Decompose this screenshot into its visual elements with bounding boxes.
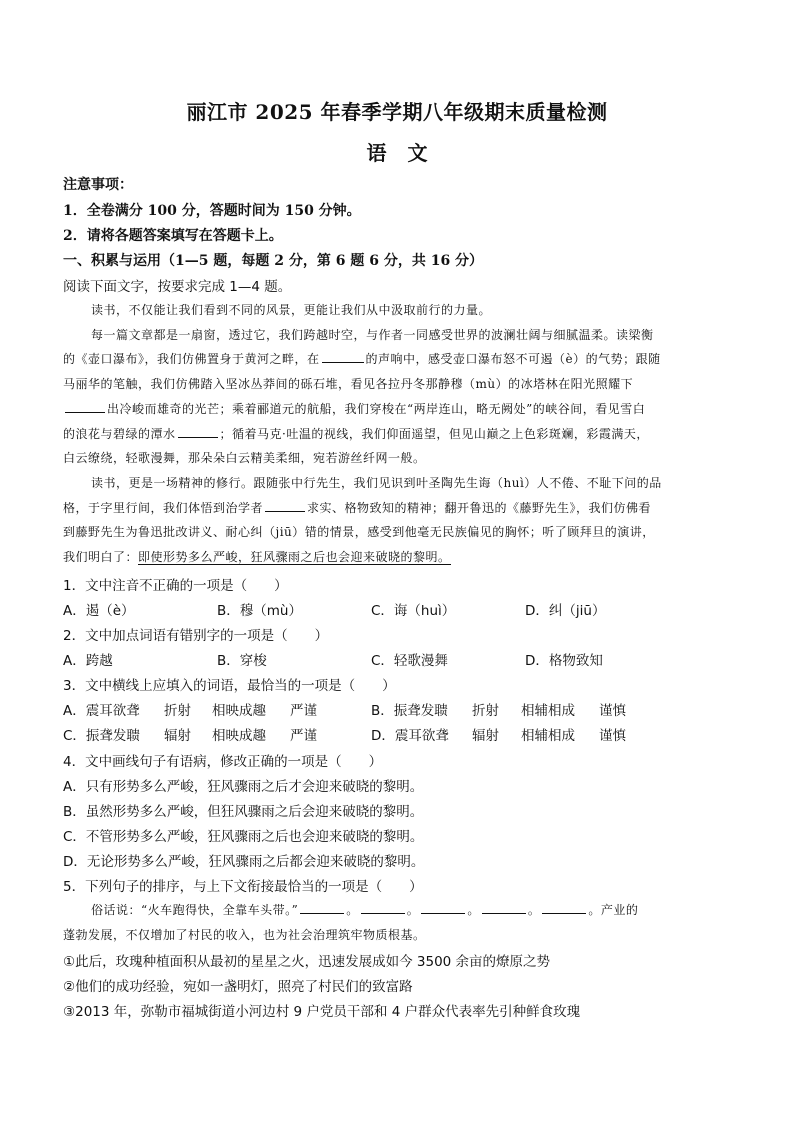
section1-instruction: 阅读下面文字，按要求完成 1—4 题。: [63, 279, 292, 295]
passage-text: ；循着马克·吐温的视线，我们仰面遥望，但见山巅之上色彩斑斓，彩霞满天，: [219, 427, 649, 441]
passage-text: 的声响中，感受壶口瀑布怒不可遏（è）的气势；跟随: [365, 352, 661, 366]
q3-option-a-word: 严谨: [290, 703, 317, 719]
q5-context-line2: 蓬勃发展，不仅增加了村民的收入，也为社会治理筑牢物质根基。: [63, 928, 426, 942]
q2-option-c: C．轻歌漫舞: [371, 653, 448, 669]
q3-option-a-word: 相映成趣: [212, 703, 266, 719]
q5-context-start: 俗话说：“火车跑得快，全靠车头带。”: [91, 903, 299, 917]
question-1-stem: 1．文中注音不正确的一项是（ ）: [63, 578, 288, 594]
q5-blank-5: [542, 901, 586, 914]
q4-option-c: C．不管形势多么严峻，狂风骤雨之后也会迎来破晓的黎明。: [63, 829, 424, 845]
fill-blank-2: [65, 400, 105, 413]
exam-title: 丽江市 2025 年春季学期八年级期末质量检测: [186, 100, 608, 124]
q3-option-b-word: 折射: [472, 703, 499, 719]
passage-line: 白云缭绕，轻歌漫舞，那朵朵白云精美柔细，宛若游丝纤网一般。: [63, 451, 426, 465]
q3-option-c-word: 辐射: [164, 728, 191, 744]
q3-option-a-word: 折射: [164, 703, 191, 719]
punct: 。: [527, 903, 541, 917]
passage-line: 读书，更是一场精神的修行。跟随张中行先生，我们见识到叶圣陶先生诲（huì）人不倦、不耻下问的品: [91, 476, 662, 490]
q2-option-b: B．穿梭: [217, 653, 267, 669]
q3-option-b-word: 相辅相成: [521, 703, 575, 719]
punct: 。: [467, 903, 480, 917]
q1-option-a: A．遏（è）: [63, 603, 135, 619]
passage-text: 求实、格物致知的精神；翻开鲁迅的《藤野先生》，我们仿佛看: [307, 501, 652, 515]
passage-text: 的《壶口瀑布》，我们仿佛置身于黄河之畔，在: [63, 352, 320, 366]
question-5-stem: 5．下列句子的排序，与上下文衔接最恰当的一项是（ ）: [63, 879, 423, 895]
q1-option-d: D．纠（jiū）: [525, 603, 606, 619]
q5-blank-4: [482, 901, 526, 914]
q5-context-end: 。产业的: [588, 903, 639, 917]
punct: 。: [406, 903, 420, 917]
question-2-stem: 2．文中加点词语有错别字的一项是（ ）: [63, 628, 329, 644]
q1-option-b: B．穆（mù）: [217, 603, 302, 619]
q5-sentence-3: ③2013 年，弥勒市福城街道小河边村 9 户党员干部和 4 户群众代表率先引种鲜食玫瑰: [63, 1004, 581, 1020]
q5-sentence-1: ①此后，玫瑰种植面积从最初的星星之火，迅速发展成如今 3500 余亩的燎原之势: [63, 954, 551, 970]
q3-option-b: B．振聋发聩: [371, 703, 448, 719]
q2-option-a: A．跨越: [63, 653, 113, 669]
q3-option-c-word: 相映成趣: [212, 728, 266, 744]
q5-blank-1: [300, 901, 344, 914]
q3-option-b-word: 谨慎: [599, 703, 626, 719]
q3-option-d-word: 辐射: [472, 728, 499, 744]
passage-text: 格，于字里行间，我们体悟到治学者: [63, 501, 264, 515]
note-item-1: 1．全卷满分 100 分，答题时间为 150 分钟。: [63, 203, 361, 219]
q4-option-d: D．无论形势多么严峻，狂风骤雨之后都会迎来破晓的黎明。: [63, 854, 425, 870]
question-4-stem: 4．文中画线句子有语病，修改正确的一项是（ ）: [63, 754, 383, 770]
passage-line: [63, 350, 661, 367]
fill-blank-3: [178, 425, 218, 438]
subject-title: 语 文: [366, 141, 428, 165]
punct: 。: [346, 903, 359, 917]
passage-line: [63, 400, 645, 417]
passage-line: [63, 425, 649, 442]
q3-option-c: C．振聋发聩: [63, 728, 140, 744]
note-item-2: 2．请将各题答案填写在答题卡上。: [63, 228, 283, 244]
q4-option-a: A．只有形势多么严峻，狂风骤雨之后才会迎来破晓的黎明。: [63, 779, 424, 795]
q3-option-d: D．震耳欲聋: [371, 728, 449, 744]
q3-option-d-word: 相辅相成: [521, 728, 575, 744]
fill-blank-4: [265, 499, 305, 512]
q3-option-a: A．震耳欲聋: [63, 703, 140, 719]
section1-heading: 一、积累与运用（1—5 题，每题 2 分，第 6 题 6 分，共 16 分）: [63, 253, 484, 269]
passage-line: 马丽华的笔触，我们仿佛踏入坚冰丛莽间的砾石堆，看见各拉丹冬那静穆（mù）的冰塔林在阳光照耀下: [63, 377, 634, 391]
q5-context: [91, 901, 638, 918]
fill-blank-1: [322, 350, 364, 363]
passage-line: [63, 499, 651, 516]
passage-line: 到藤野先生为鲁迅批改讲义、耐心纠（jiū）错的情景，感受到他毫无民族偏见的胸怀；听了顾拜旦的演讲，: [63, 525, 655, 539]
q1-option-c: C．诲（huì）: [371, 603, 456, 619]
passage-line: [63, 548, 451, 565]
passage-line: 读书，不仅能让我们看到不同的风景，更能让我们从中汲取前行的力量。: [91, 303, 492, 317]
passage-line: 每一篇文章都是一扇窗，透过它，我们跨越时空，与作者一同感受世界的波澜壮阔与细腻温柔。读梁衡: [91, 328, 654, 342]
question-3-stem: 3．文中横线上应填入的词语，最恰当的一项是（ ）: [63, 678, 396, 694]
q4-option-b: B．虽然形势多么严峻，但狂风骤雨之后会迎来破晓的黎明。: [63, 804, 424, 820]
q3-option-d-word: 谨慎: [599, 728, 626, 744]
passage-text: 出冷峻而雄奇的光芒；乘着郦道元的航船，我们穿梭在“两岸连山，略无阙处”的峡谷间，看见雪白: [107, 402, 646, 416]
q3-option-c-word: 严谨: [290, 728, 317, 744]
q5-blank-2: [361, 901, 405, 914]
q5-blank-3: [421, 901, 465, 914]
q2-option-d: D．格物致知: [525, 653, 603, 669]
passage-text: 的浪花与碧绿的潭水: [63, 427, 176, 441]
passage-text: 我们明白了：: [63, 550, 139, 564]
notes-heading: 注意事项：: [63, 177, 133, 193]
q5-sentence-2: ②他们的成功经验，宛如一盏明灯，照亮了村民们的致富路: [63, 979, 413, 995]
underlined-sentence: 即使形势多么严峻，狂风骤雨之后也会迎来破晓的黎明。: [138, 550, 451, 564]
